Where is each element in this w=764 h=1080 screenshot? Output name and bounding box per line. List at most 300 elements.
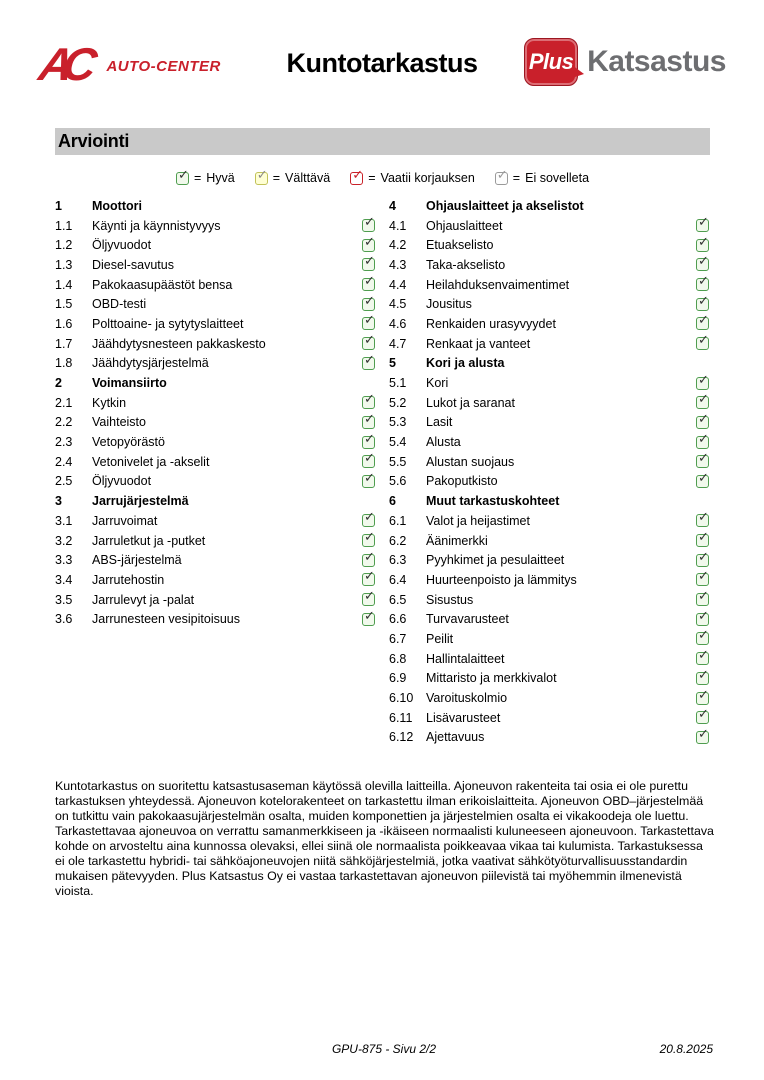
legend-label: Vaatii korjauksen — [380, 171, 475, 185]
check-icon: ✓ — [364, 589, 375, 605]
check-icon: ✓ — [364, 293, 375, 309]
legend-item-na — [495, 167, 590, 185]
checklist-item-row — [389, 669, 709, 689]
page-title: Kuntotarkastus — [286, 48, 478, 78]
check-icon: ✓ — [364, 411, 375, 427]
checklist-item-row — [55, 216, 375, 236]
page-footer — [55, 1042, 713, 1058]
item-label: Jäähdytysjärjestelmä — [92, 356, 209, 371]
status-checkbox-good — [362, 451, 375, 468]
item-number: 6.8 — [389, 651, 407, 666]
item-status-cell — [361, 608, 375, 626]
status-checkbox-good — [176, 167, 189, 185]
checklist-item-row — [389, 373, 709, 393]
check-icon: ✓ — [364, 431, 375, 447]
checklist-item-row — [55, 413, 375, 433]
item-label: Alustan suojaus — [426, 454, 515, 469]
legend-equals: = — [368, 171, 376, 185]
status-checkbox-good — [696, 510, 709, 527]
section-title: Arviointi — [58, 131, 130, 151]
item-status-cell — [361, 352, 375, 370]
item-number: 4 — [389, 198, 396, 213]
checklist-item-row — [55, 235, 375, 255]
status-checkbox-good — [362, 589, 375, 606]
check-icon: ✓ — [364, 234, 375, 250]
checklist-item-row — [55, 354, 375, 374]
checklist-section-row — [55, 196, 375, 216]
item-label: Vetopyörästö — [92, 435, 165, 450]
item-number: 1 — [55, 198, 62, 213]
status-checkbox-good — [696, 530, 709, 547]
check-icon: ✓ — [364, 313, 375, 329]
item-status-cell — [695, 470, 709, 488]
item-number: 6.4 — [389, 572, 407, 587]
item-number: 6.3 — [389, 553, 407, 568]
item-status-cell — [695, 313, 709, 330]
item-number: 4.6 — [389, 316, 407, 331]
item-label: Kori — [426, 376, 449, 391]
status-checkbox-good — [362, 470, 375, 488]
checklist-item-row — [389, 452, 709, 472]
legend-equals: = — [272, 171, 281, 185]
item-status-cell — [695, 333, 709, 350]
auto-center-logo-text: AUTO-CENTER — [106, 57, 221, 75]
item-label: Alusta — [426, 435, 461, 450]
check-icon: ✓ — [698, 530, 709, 546]
item-status-cell — [695, 372, 709, 390]
check-icon: ✓ — [698, 667, 709, 683]
item-status-cell — [695, 549, 709, 567]
item-label: Kytkin — [92, 395, 127, 410]
item-number: 4.3 — [389, 257, 407, 272]
item-number: 6.5 — [389, 592, 407, 607]
item-status-cell — [695, 392, 709, 409]
check-icon: ✓ — [698, 510, 709, 526]
item-status-cell — [361, 293, 375, 311]
item-number: 4.4 — [389, 277, 407, 292]
status-checkbox-good — [696, 451, 709, 468]
item-number: 5.3 — [389, 415, 407, 430]
item-number: 5.2 — [389, 395, 407, 410]
checklist-section-row — [55, 491, 375, 511]
item-status-cell — [361, 254, 375, 271]
item-status-cell — [695, 628, 709, 645]
item-label: Lasit — [426, 415, 453, 430]
status-checkbox-good — [362, 313, 375, 330]
item-status-cell — [695, 667, 709, 685]
checklist-item-row — [389, 688, 709, 708]
item-number: 1.2 — [55, 238, 73, 253]
item-status-cell — [361, 549, 375, 567]
status-checkbox-good — [696, 392, 709, 409]
status-checkbox-good — [696, 470, 709, 488]
checklist-section-row — [55, 373, 375, 393]
item-label: Renkaat ja vanteet — [426, 336, 531, 351]
item-status-cell — [361, 431, 375, 449]
item-number: 5.4 — [389, 435, 407, 450]
section-label: Ohjauslaitteet ja akselistot — [426, 198, 584, 213]
legend-equals: = — [512, 171, 521, 185]
plus-bubble-text: Plus — [528, 49, 574, 74]
item-number: 6.12 — [389, 730, 414, 745]
item-label: Käynti ja käynnistyvyys — [92, 218, 221, 233]
status-checkbox-good — [696, 707, 709, 724]
item-label: Pyyhkimet ja pesulaitteet — [426, 553, 565, 568]
checklist-item-row — [55, 275, 375, 295]
status-checkbox-good — [696, 372, 709, 390]
inspection-checklist — [55, 196, 710, 747]
item-status-cell — [695, 707, 709, 724]
rating-legend — [55, 167, 710, 185]
item-status-cell — [361, 215, 375, 232]
check-icon: ✓ — [364, 608, 375, 624]
status-checkbox-good — [362, 274, 375, 291]
legend-equals: = — [193, 171, 202, 185]
checklist-item-row — [55, 452, 375, 472]
status-checkbox-good — [362, 510, 375, 527]
item-label: Mittaristo ja merkkivalot — [426, 671, 557, 686]
legend-label: Välttävä — [285, 171, 331, 185]
item-status-cell — [361, 333, 375, 350]
checklist-item-row — [389, 275, 709, 295]
item-label: Lisävarusteet — [426, 710, 501, 725]
item-number: 1.6 — [55, 316, 73, 331]
status-checkbox-good — [362, 569, 375, 586]
item-label: Jarruletkut ja -putket — [92, 533, 206, 548]
check-icon: ✓ — [698, 569, 709, 585]
checklist-item-row — [389, 708, 709, 728]
plus-bubble-icon — [524, 38, 578, 86]
check-icon: ✓ — [698, 411, 709, 427]
status-checkbox-good — [696, 333, 709, 350]
check-icon: ✓ — [698, 687, 709, 703]
item-label: Jarruvoimat — [92, 513, 158, 528]
legend-item-good — [176, 167, 235, 185]
status-checkbox-good — [696, 628, 709, 645]
item-status-cell — [361, 234, 375, 252]
plus-katsastus-logo — [524, 38, 726, 86]
checklist-item-row — [389, 570, 709, 590]
status-checkbox-good — [362, 234, 375, 252]
checklist-item-row — [55, 314, 375, 334]
legend-label: Hyvä — [206, 171, 235, 185]
speech-tail-icon — [572, 65, 584, 78]
checklist-item-row — [55, 393, 375, 413]
status-checkbox-good — [362, 333, 375, 350]
checklist-item-row — [55, 570, 375, 590]
status-checkbox-good — [362, 431, 375, 449]
check-icon: ✓ — [698, 215, 709, 231]
checklist-item-row — [389, 334, 709, 354]
checklist-section-row — [389, 196, 709, 216]
item-label: Etuakselisto — [426, 238, 494, 253]
item-status-cell — [695, 726, 709, 744]
item-number: 2.2 — [55, 415, 73, 430]
checklist-item-row — [389, 531, 709, 551]
check-icon: ✓ — [364, 470, 375, 486]
item-status-cell — [361, 313, 375, 330]
checklist-column-left — [55, 196, 375, 747]
disclaimer-text: Kuntotarkastus on suoritettu katsastusaseman käytössä olevilla laitteilla. Ajoneuvon rakenteita tai osia ei ole purettu tarkastuksen yhteydessä. Ajoneuvon kotelorakenteet on tarkastettu ilman erikoislaitteita. Ajoneuvon OBD–järjestelmää on tutkittu vain pakokaasujärjestelmän osalta, muiden komponettien ja järjestelmien osalta ei vikakoodeja ole luettu. Tarkastettavaa ajoneuvoa on verrattu samanmerkkiseen ja -ikäiseen normaalisti kuluneeseen ajoneuvoon. Tarkastettava kohde on arvosteltu aina kunnossa olevaksi, ellei siinä ole normaalista poikkeavaa vikaa tai kulumista. Tarkastuksessa ei ole tarkastettu hybridi- tai sähköajoneuvojen niitä sähköjärjestelmiä, jotka vaativat sähkötyöturvallisuusstandardin mukaisen pätevyyden. Plus Katsastus Oy ei vastaa tarkastettavan ajoneuvon piilevistä tai myöhemmin ilmenevistä vioista. — [55, 779, 714, 898]
status-checkbox-good — [362, 215, 375, 232]
status-checkbox-good — [696, 234, 709, 252]
check-icon: ✓ — [698, 628, 709, 644]
footer-page-indicator: GPU-875 - Sivu 2/2 — [331, 1042, 437, 1056]
item-label: Hallintalaitteet — [426, 651, 505, 666]
check-icon: ✓ — [364, 274, 375, 290]
check-icon: ✓ — [496, 167, 508, 183]
section-label: Kori ja alusta — [426, 356, 505, 371]
item-label: Ohjauslaitteet — [426, 218, 503, 233]
checklist-item-row — [389, 550, 709, 570]
item-label: Huurteenpoisto ja lämmitys — [426, 572, 577, 587]
check-icon: ✓ — [698, 726, 709, 742]
item-status-cell — [695, 589, 709, 606]
item-number: 1.7 — [55, 336, 73, 351]
status-checkbox-repair — [350, 167, 364, 185]
checklist-item-row — [389, 255, 709, 275]
item-label: Öljyvuodot — [92, 238, 152, 253]
section-header-bar — [55, 128, 710, 155]
item-number: 6.11 — [389, 710, 413, 725]
item-number: 3.4 — [55, 572, 73, 587]
item-status-cell — [695, 431, 709, 449]
legend-item-fair — [255, 167, 331, 185]
checklist-section-row — [389, 491, 709, 511]
item-number: 5.5 — [389, 454, 407, 469]
item-status-cell — [695, 569, 709, 586]
item-number: 6.1 — [389, 513, 407, 528]
status-checkbox-good — [696, 411, 709, 429]
item-label: Jousitus — [426, 297, 472, 312]
check-icon: ✓ — [698, 707, 709, 723]
katsastus-logo-text: Katsastus — [587, 45, 726, 78]
item-label: Peilit — [426, 631, 454, 646]
item-status-cell — [361, 569, 375, 586]
item-number: 6 — [389, 494, 396, 509]
item-number: 3.3 — [55, 553, 73, 568]
checklist-item-row — [55, 294, 375, 314]
checklist-item-row — [389, 609, 709, 629]
item-status-cell — [361, 470, 375, 488]
item-number: 2.3 — [55, 435, 73, 450]
status-checkbox-good — [696, 274, 709, 291]
status-checkbox-good — [696, 313, 709, 330]
check-icon: ✓ — [698, 234, 709, 250]
item-status-cell — [695, 687, 709, 705]
item-status-cell — [695, 648, 709, 665]
check-icon: ✓ — [698, 451, 709, 467]
status-checkbox-good — [362, 293, 375, 311]
status-checkbox-good — [696, 648, 709, 665]
checklist-item-row — [389, 432, 709, 452]
item-label: Lukot ja saranat — [426, 395, 515, 410]
check-icon: ✓ — [364, 451, 375, 467]
item-status-cell — [695, 530, 709, 547]
item-number: 6.10 — [389, 691, 414, 706]
item-label: Jäähdytysnesteen pakkaskesto — [92, 336, 266, 351]
item-status-cell — [361, 411, 375, 429]
check-icon: ✓ — [364, 549, 375, 565]
item-label: Jarrutehostin — [92, 572, 165, 587]
checklist-item-row — [389, 590, 709, 610]
status-checkbox-good — [696, 608, 709, 626]
legend-item-repair — [350, 167, 475, 185]
item-number: 2.4 — [55, 454, 73, 469]
status-checkbox-good — [362, 352, 375, 370]
item-label: Öljyvuodot — [92, 474, 152, 489]
item-number: 3.1 — [55, 513, 73, 528]
item-status-cell — [695, 510, 709, 527]
check-icon: ✓ — [698, 589, 709, 605]
item-label: OBD-testi — [92, 297, 147, 312]
item-status-cell — [361, 510, 375, 527]
item-label: Sisustus — [426, 592, 474, 607]
item-status-cell — [361, 451, 375, 468]
item-number: 6.2 — [389, 533, 407, 548]
check-icon: ✓ — [364, 333, 375, 349]
check-icon: ✓ — [698, 293, 709, 309]
status-checkbox-good — [696, 549, 709, 567]
status-checkbox-good — [696, 293, 709, 311]
checklist-item-row — [389, 235, 709, 255]
checklist-item-row — [389, 649, 709, 669]
status-checkbox-good — [696, 667, 709, 685]
status-checkbox-good — [696, 215, 709, 232]
status-checkbox-na — [495, 167, 508, 185]
checklist-section-row — [389, 354, 709, 374]
status-checkbox-good — [362, 530, 375, 547]
checklist-item-row — [55, 255, 375, 275]
item-label: Pakokaasupäästöt bensa — [92, 277, 233, 292]
status-checkbox-good — [362, 608, 375, 626]
item-label: Vaihteisto — [92, 415, 146, 430]
checklist-item-row — [389, 216, 709, 236]
checklist-item-row — [389, 511, 709, 531]
item-status-cell — [695, 451, 709, 468]
status-checkbox-good — [696, 569, 709, 586]
check-icon: ✓ — [364, 569, 375, 585]
item-number: 1.4 — [55, 277, 73, 292]
status-checkbox-good — [696, 726, 709, 744]
footer-date: 20.8.2025 — [659, 1042, 713, 1056]
check-icon: ✓ — [698, 274, 709, 290]
item-label: Pakoputkisto — [426, 474, 498, 489]
item-label: Diesel-savutus — [92, 257, 174, 272]
item-number: 1.3 — [55, 257, 73, 272]
check-icon: ✓ — [256, 167, 268, 183]
item-status-cell — [695, 254, 709, 271]
item-label: Taka-akselisto — [426, 257, 506, 272]
check-icon: ✓ — [177, 167, 189, 183]
checklist-item-row — [389, 728, 709, 748]
item-status-cell — [695, 411, 709, 429]
item-number: 4.7 — [389, 336, 407, 351]
item-status-cell — [695, 274, 709, 291]
item-label: Polttoaine- ja sytytyslaitteet — [92, 316, 244, 331]
check-icon: ✓ — [352, 167, 364, 183]
section-label: Jarrujärjestelmä — [92, 494, 189, 509]
item-label: Äänimerkki — [426, 533, 488, 548]
item-status-cell — [361, 274, 375, 291]
item-number: 6.9 — [389, 671, 407, 686]
check-icon: ✓ — [698, 372, 709, 388]
item-number: 4.1 — [389, 218, 407, 233]
checklist-item-row — [55, 432, 375, 452]
check-icon: ✓ — [364, 510, 375, 526]
item-number: 2.5 — [55, 474, 73, 489]
check-icon: ✓ — [364, 392, 375, 408]
status-checkbox-fair — [255, 167, 268, 185]
checklist-item-row — [55, 590, 375, 610]
item-number: 2.1 — [55, 395, 73, 410]
item-number: 5.1 — [389, 376, 407, 391]
checklist-item-row — [389, 314, 709, 334]
item-number: 3.6 — [55, 612, 73, 627]
item-number: 4.5 — [389, 297, 407, 312]
item-status-cell — [695, 234, 709, 252]
check-icon: ✓ — [364, 530, 375, 546]
checklist-item-row — [389, 472, 709, 492]
check-icon: ✓ — [698, 549, 709, 565]
item-number: 6.6 — [389, 612, 407, 627]
item-status-cell — [695, 608, 709, 626]
auto-center-logo-icon: AC — [35, 38, 92, 90]
checklist-item-row — [55, 472, 375, 492]
status-checkbox-good — [696, 254, 709, 271]
item-status-cell — [695, 215, 709, 232]
check-icon: ✓ — [698, 608, 709, 624]
item-number: 1.8 — [55, 356, 73, 371]
check-icon: ✓ — [698, 470, 709, 486]
item-label: Jarrunesteen vesipitoisuus — [92, 612, 240, 627]
section-label: Muut tarkastuskohteet — [426, 494, 560, 509]
check-icon: ✓ — [364, 215, 375, 231]
item-number: 1.5 — [55, 297, 73, 312]
item-label: Valot ja heijastimet — [426, 513, 530, 528]
check-icon: ✓ — [698, 648, 709, 664]
check-icon: ✓ — [364, 352, 375, 368]
status-checkbox-good — [696, 431, 709, 449]
checklist-column-right — [389, 196, 709, 747]
item-number: 3.2 — [55, 533, 73, 548]
checklist-item-row — [389, 393, 709, 413]
item-number: 3 — [55, 494, 62, 509]
checklist-item-row — [389, 294, 709, 314]
status-checkbox-good — [362, 411, 375, 429]
item-number: 3.5 — [55, 592, 73, 607]
item-label: Ajettavuus — [426, 730, 485, 745]
item-label: Renkaiden urasyvyydet — [426, 316, 556, 331]
checklist-item-row — [389, 629, 709, 649]
section-label: Moottori — [92, 198, 142, 213]
checklist-item-row — [55, 550, 375, 570]
item-label: ABS-järjestelmä — [92, 553, 182, 568]
item-label: Jarrulevyt ja -palat — [92, 592, 195, 607]
checklist-item-row — [55, 511, 375, 531]
item-label: Heilahduksenvaimentimet — [426, 277, 570, 292]
item-label: Vetonivelet ja -akselit — [92, 454, 210, 469]
item-status-cell — [361, 392, 375, 409]
status-checkbox-good — [362, 549, 375, 567]
item-status-cell — [695, 293, 709, 311]
item-number: 4.2 — [389, 238, 407, 253]
check-icon: ✓ — [364, 254, 375, 270]
status-checkbox-good — [362, 392, 375, 409]
check-icon: ✓ — [698, 431, 709, 447]
check-icon: ✓ — [698, 313, 709, 329]
section-label: Voimansiirto — [92, 376, 167, 391]
